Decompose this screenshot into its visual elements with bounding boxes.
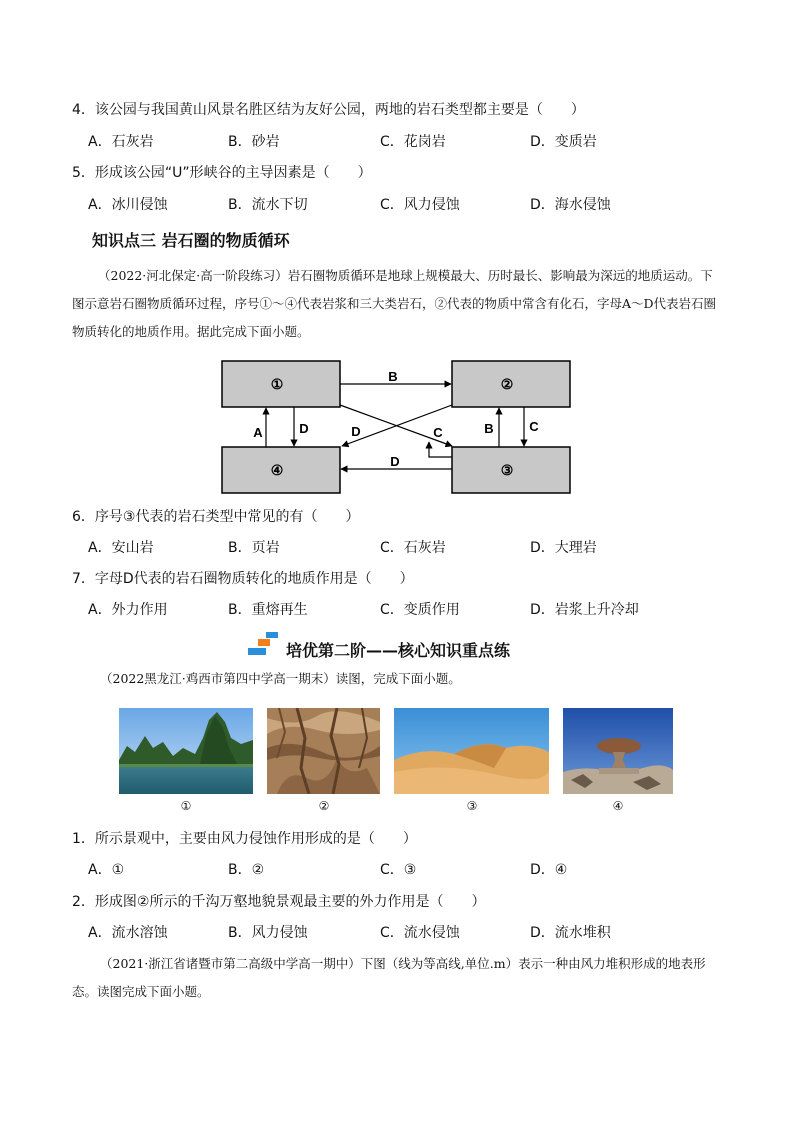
- question-5-stem: 5．形成该公园“U”形峡谷的主导因素是（ ）: [72, 165, 372, 181]
- question-5-option-b[interactable]: B．流水下切: [228, 197, 308, 213]
- question-4-option-b[interactable]: B．砂岩: [228, 134, 280, 150]
- photo-gullies: [267, 708, 380, 794]
- section-advanced-title: 培优第二阶——核心知识重点练: [286, 641, 511, 660]
- photo-sand-dunes: [394, 708, 549, 794]
- label-c-right: C: [529, 419, 539, 434]
- section-3-passage: （2022·河北保定·高一阶段练习）岩石圈物质循环是地球上规模最大、历时最长、影响最为深远的地质运动。下图示意岩石圈物质循环过程，序号①～④代表岩浆和三大类岩石，②代表的物质中常含有化石，字母A～D代表岩石圈物质转化的地质作用。据此完成下面小题。: [72, 268, 717, 339]
- question-1-stem: 1．所示景观中，主要由风力侵蚀作用形成的是（ ）: [72, 831, 417, 847]
- question-1-option-c[interactable]: C．③: [380, 862, 417, 878]
- section-stairs-icon: [246, 632, 280, 658]
- label-b-top: B: [388, 369, 398, 384]
- question-6-option-d[interactable]: D．大理岩: [530, 540, 597, 556]
- question-5-option-d[interactable]: D．海水侵蚀: [530, 197, 611, 213]
- question-4-option-c[interactable]: C．花岗岩: [380, 134, 446, 150]
- question-1-option-b[interactable]: B．②: [228, 862, 265, 878]
- question-1-option-a[interactable]: A．①: [88, 862, 125, 878]
- question-7-option-c[interactable]: C．变质作用: [380, 602, 460, 618]
- question-2-stem: 2．形成图②所示的千沟万壑地貌景观最主要的外力作用是（ ）: [72, 894, 486, 910]
- question-2-option-d[interactable]: D．流水堆积: [530, 925, 611, 941]
- question-4-option-d[interactable]: D．变质岩: [530, 134, 597, 150]
- question-6-option-a[interactable]: A．安山岩: [88, 540, 154, 556]
- label-b-right: B: [484, 421, 494, 436]
- photo-caption-2: ②: [318, 799, 330, 813]
- question-7-stem: 7．字母D代表的岩石圈物质转化的地质作用是（ ）: [72, 571, 414, 587]
- box-1-label: ①: [270, 376, 284, 392]
- section-3-title: 知识点三 岩石圈的物质循环: [92, 231, 290, 250]
- label-d-cross: D: [351, 424, 361, 439]
- question-7-option-b[interactable]: B．重熔再生: [228, 602, 308, 618]
- question-6-option-c[interactable]: C．石灰岩: [380, 540, 446, 556]
- photo-mushroom-rock: [563, 708, 673, 794]
- question-7-option-a[interactable]: A．外力作用: [88, 602, 168, 618]
- question-2-option-a[interactable]: A．流水溶蚀: [88, 925, 168, 941]
- photo-caption-3: ③: [466, 799, 478, 813]
- box-4-label: ④: [270, 462, 284, 478]
- question-6-option-b[interactable]: B．页岩: [228, 540, 280, 556]
- question-2-option-b[interactable]: B．风力侵蚀: [228, 925, 308, 941]
- section-advanced-passage: （2022黑龙江·鸡西市第四中学高一期末）读图，完成下面小题。: [100, 671, 461, 686]
- label-d-left: D: [299, 421, 309, 436]
- box-2-label: ②: [500, 376, 514, 392]
- question-4-stem: 4．该公园与我国黄山风景名胜区结为友好公园，两地的岩石类型都主要是（ ）: [72, 102, 585, 118]
- question-5-option-a[interactable]: A．冰川侵蚀: [88, 197, 168, 213]
- photo-caption-1: ①: [180, 799, 192, 813]
- rock-cycle-diagram: [218, 355, 578, 500]
- question-6-stem: 6．序号③代表的岩石类型中常见的有（ ）: [72, 509, 360, 525]
- final-passage: （2021·浙江省诸暨市第二高级中学高一期中）下图（线为等高线,单位.m）表示一种由风力堆积形成的地表形态。读图完成下面小题。: [72, 956, 706, 999]
- label-d-bottom: D: [390, 454, 400, 469]
- label-c-cross: C: [433, 425, 443, 440]
- question-1-option-d[interactable]: D．④: [530, 862, 568, 878]
- photo-karst-river: [119, 708, 253, 794]
- question-4-option-a[interactable]: A．石灰岩: [88, 134, 154, 150]
- question-2-option-c[interactable]: C．流水侵蚀: [380, 925, 460, 941]
- question-5-option-c[interactable]: C．风力侵蚀: [380, 197, 460, 213]
- box-3-label: ③: [500, 462, 514, 478]
- photo-caption-4: ④: [612, 799, 624, 813]
- label-a-left: A: [253, 425, 263, 440]
- question-7-option-d[interactable]: D．岩浆上升冷却: [530, 602, 639, 618]
